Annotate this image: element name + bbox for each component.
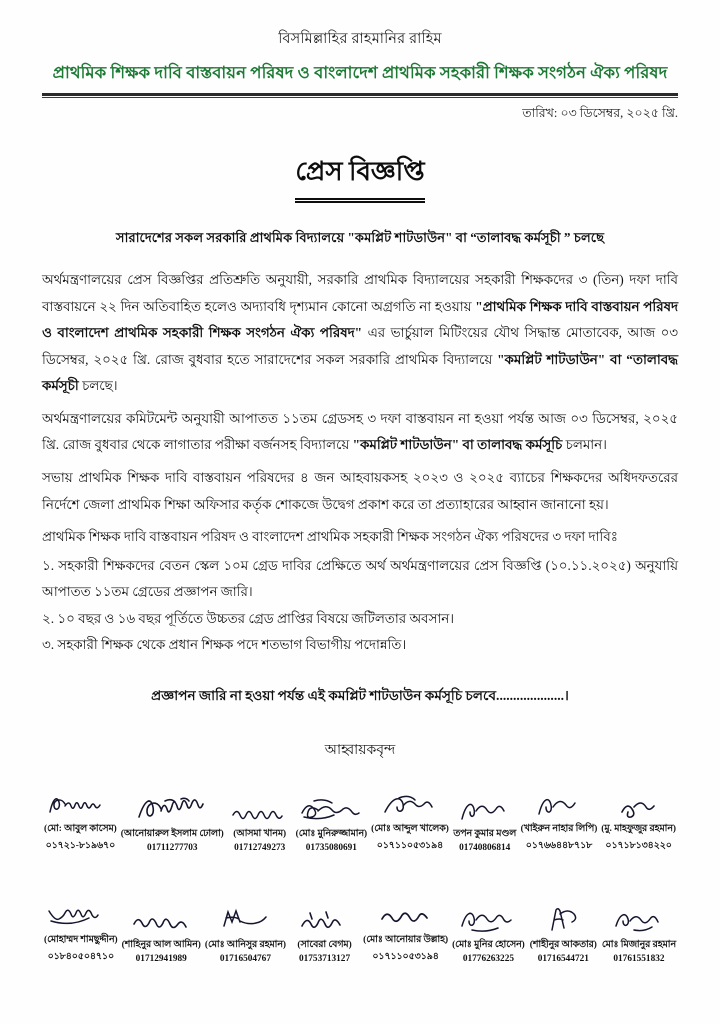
title-container xyxy=(42,151,678,200)
signatory-name: (মোঃ আনোয়ার উল্লাহ) xyxy=(363,934,449,945)
signature-icon xyxy=(363,895,448,929)
signatory-name: (মোঃ আব্দুল খালেক) xyxy=(371,823,449,834)
paragraph-1-part-c: এর ভার্চুয়াল মিটিংয়ের যৌথ সিদ্ধান্ত মোতাবেক, আজ ০৩ ডিসেম্বর, ২০২৫ খ্রি. রোজ বুধবার হতে সারাদেশের সকল সরকারি প্রাথমিক বিদ্যালয়ে xyxy=(42,325,679,367)
divider-thin-line xyxy=(42,97,678,98)
signatory-cell xyxy=(203,900,288,964)
signatory-name: (খাইরুন নাহার লিপি) xyxy=(520,823,598,834)
demand-item-2: ২. ১০ বছর ও ১৬ বছর পূর্তিতে উচ্চতর গ্রেড প্রাপ্তির বিষয়ে জটিলতার অবসান। xyxy=(42,610,454,626)
signatory-phone: ০১৮৪০৫০৪৭১০ xyxy=(47,951,115,962)
signatory-name: (শাহিনুর আল আমিন) xyxy=(121,939,201,950)
signatory-phone: ০১৭১৮১৩৪২২০ xyxy=(605,840,672,851)
paragraph-1-bold-org: "প্রাথমিক শিক্ষক দাবি বাস্তবায়ন পরিষদ ও বাংলাদেশ প্রাথমিক সহকারী শিক্ষক সংগঠন ঐক্য পরিষদ" xyxy=(42,298,678,341)
signature-row-1 xyxy=(42,784,678,853)
signature-icon xyxy=(602,900,676,934)
paragraph-1-part-e: চলছে। xyxy=(78,378,118,394)
signatory-cell xyxy=(599,784,678,853)
paragraph-2-bold-shutdown: "কমপ্লিট শাটডাউন" বা তালাবদ্ধ কর্মসূচি xyxy=(352,437,563,453)
signature-icon xyxy=(290,900,359,934)
signature-icon xyxy=(205,900,286,934)
signatures-heading: আহ্বায়কবৃন্দ xyxy=(324,742,396,758)
paragraph-1-bold-shutdown: "কমপ্লিট শাটডাউন" বা “তালাবদ্ধ কর্মসূচী xyxy=(42,351,678,394)
signatory-name: (মোঃ মুনির হোসেন) xyxy=(452,939,525,950)
divider-thick-line xyxy=(42,93,678,96)
signatory-phone: 01735080691 xyxy=(305,842,357,853)
signature-icon xyxy=(601,784,676,818)
page-title: প্রেস বিজ্ঞপ্তি xyxy=(295,151,424,200)
signature-icon xyxy=(453,789,517,823)
signatory-phone: 01753713127 xyxy=(298,953,351,964)
signatory-cell xyxy=(120,900,203,964)
signatory-phone: 01712941989 xyxy=(135,953,187,964)
signatory-cell xyxy=(369,784,451,853)
signature-icon xyxy=(371,784,449,818)
document-subtitle: সারাদেশের সকল সরকারি প্রাথমিক বিদ্যালয়ে "কমপ্লিট শাটডাউন" বা “তালাবদ্ধ কর্মসূচী ” চলছে xyxy=(115,230,605,246)
signatory-phone: ০১৭১১০৫৩১৯৪ xyxy=(376,840,444,851)
signatory-cell xyxy=(519,784,600,853)
signature-row-2 xyxy=(42,895,678,964)
signature-icon xyxy=(296,789,367,823)
signatory-name: (আনোয়ারুল ইসলাম ঢোলা) xyxy=(120,828,224,839)
signatory-cell xyxy=(361,895,450,964)
signatory-cell xyxy=(600,900,678,964)
signatory-name: (মো: আবুল কাসেম) xyxy=(44,823,117,834)
signature-icon xyxy=(44,895,118,929)
signatory-cell xyxy=(42,784,119,853)
signatory-cell xyxy=(226,789,294,853)
signature-icon xyxy=(121,789,224,823)
demand-item-3: ৩. সহকারী শিক্ষক থেকে প্রধান শিক্ষক পদে শতভাগ বিভাগীয় পদোন্নতি। xyxy=(42,637,407,653)
signatory-phone: 01761551832 xyxy=(613,953,665,964)
demand-item-1: ১. সহকারী শিক্ষকদের বেতন স্কেল ১০ম গ্রেড দাবির প্রেক্ষিতে অর্থ অর্থমন্ত্রণালয়ের প্রেস বিজ্ঞপ্তি (১০.১১.২০২৫) অনুযায়ি আপাতত ১১তম গ্রেডের প্রজ্ঞাপন জারি। xyxy=(42,557,678,600)
signatory-name: (শাহীনুর আকতার) xyxy=(529,939,597,950)
signature-icon xyxy=(122,900,201,934)
document-body xyxy=(42,267,678,658)
signatory-phone: 01711277703 xyxy=(146,842,198,853)
paragraph-2-part-c: চলমান। xyxy=(562,437,607,453)
document-header xyxy=(42,28,678,125)
signatory-phone: 01740806814 xyxy=(459,842,511,853)
signature-icon xyxy=(452,900,525,934)
signatory-cell xyxy=(527,900,600,964)
signatory-name: তপন কুমার মণ্ডল xyxy=(453,828,517,839)
header-divider xyxy=(42,93,678,98)
signatory-phone: 01712749273 xyxy=(234,842,286,853)
signatory-phone: 01776263225 xyxy=(462,953,514,964)
signatory-phone: 01716544721 xyxy=(537,953,589,964)
paragraph-1-part-a: অর্থমন্ত্রণালয়ের প্রেস বিজ্ঞপ্তির প্রতিশ্রুতি অনুযায়ী, সরকারি প্রাথমিক বিদ্যালয়ের সহকারী শিক্ষকদের ৩ (তিন) দফা দাবি বাস্তবায়নে ২২ দিন অতিবাহিত হলেও অদ্যাবধি দৃশ্যমান কোনো অগ্রগতি না হওয়ায় xyxy=(42,272,678,314)
signatory-cell xyxy=(450,900,527,964)
signature-icon xyxy=(521,784,598,818)
signatory-name: (সাবেরা বেগম) xyxy=(297,939,352,950)
paragraph-3: সভায় প্রাথমিক শিক্ষক দাবি বাস্তবায়ন পরিষদের ৪ জন আহবায়কসহ ২০২৩ ও ২০২৫ ব্যাচের শিক্ষকদের অধিদফতরের নির্দেশে জেলা প্রাথমিক শিক্ষা অফিসার কর্তৃক শোকজে উদ্বেগ প্রকাশ করে তা প্রত্যাহারের আহ্বান জানানো হয়। xyxy=(42,470,678,512)
signatory-name: (আসমা খানম) xyxy=(233,828,287,839)
signatory-phone: 01716504767 xyxy=(219,953,271,964)
signature-icon xyxy=(228,789,292,823)
signatory-cell xyxy=(451,789,519,853)
paragraph-2-part-a: অর্থমন্ত্রণালয়ের কমিটমেন্ট অনুযায়ী আপাতত ১১তম গ্রেডসহ ৩ দফা বাস্তবায়ন না হওয়া পর্যন্ত আজ ০৩ ডিসেম্বর, ২০২৫ খ্রি. রোজ বুধবার থেকে লাগাতার পরীক্ষা বর্জনসহ বিদ্যালয়ে xyxy=(42,410,678,453)
signatory-name: (মোঃ আনিসুর রহমান) xyxy=(204,939,286,950)
signature-icon xyxy=(44,784,117,818)
signatory-phone: ০১৭১১০৫৩১৯৪ xyxy=(372,951,439,962)
signatory-cell xyxy=(288,900,361,964)
signatory-cell xyxy=(119,789,226,853)
bismillah-line: বিসমিল্লাহির রাহমানির রাহিম xyxy=(278,31,442,47)
signatory-phone: ০১৭৬৬৪৪৮৭১৮ xyxy=(525,840,593,851)
signatory-name: (মোঃ মুনিরুজ্জামান) xyxy=(295,828,368,839)
signatory-name: (মু. মাহফুজুর রহমান) xyxy=(601,823,676,834)
signatory-cell xyxy=(42,895,120,964)
signatory-name: মোঃ মিজানুর রহমান xyxy=(601,939,677,950)
date-line: তারিখ: ০৩ ডিসেম্বর, ২০২৫ খ্রি. xyxy=(522,106,678,121)
closing-statement: প্রজ্ঞাপন জারি না হওয়া পর্যন্ত এই কমপ্লিট শাটডাউন কর্মসূচি চলবে....................। xyxy=(151,687,569,703)
signature-icon xyxy=(529,900,598,934)
paragraph-2 xyxy=(42,406,678,459)
signatory-name: (মোহাম্মদ শামছুদ্দীন) xyxy=(44,934,118,945)
organization-name: প্রাথমিক শিক্ষক দাবি বাস্তবায়ন পরিষদ ও বাংলাদেশ প্রাথমিক সহকারী শিক্ষক সংগঠন ঐক্য পরিষদ xyxy=(52,63,668,82)
demands-intro: প্রাথমিক শিক্ষক দাবি বাস্তবায়ন পরিষদ ও বাংলাদেশ প্রাথমিক সহকারী শিক্ষক সংগঠন ঐক্য পরিষদের ৩ দফা দাবিঃ xyxy=(42,529,618,545)
signatory-phone: ০১৭২১-৮১৯৬৭০ xyxy=(45,840,116,851)
signatory-cell xyxy=(294,789,369,853)
paragraph-1 xyxy=(42,267,678,400)
